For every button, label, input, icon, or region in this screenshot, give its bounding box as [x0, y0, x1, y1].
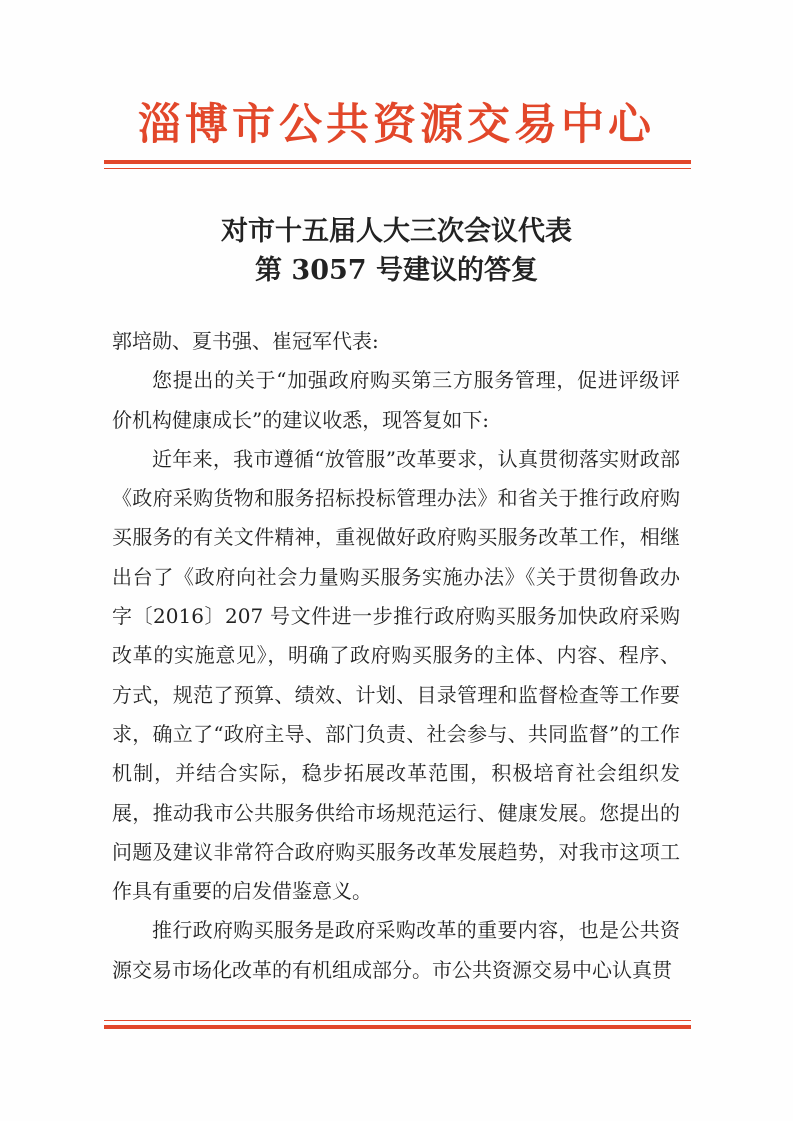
- document-title-line-1: 对市十五届人大三次会议代表: [221, 216, 572, 247]
- body-paragraph: 近年来，我市遵循“放管服”改革要求，认真贯彻落实财政部《政府采购货物和服务招标投标管理办法》和省关于推行政府购买服务的有关文件精神，重视做好政府购买服务改革工作，相继出台了《政府向社会力量购买服务实施办法》《关于贯彻鲁政办字〔2016〕207 号文件进一步推行政府购买服务加快政府采购改革的实施意见》，明确了政府购买服务的主体、内容、程序、方式，规范了预算、绩效、计划、目录管理和监督检查等工作要求，确立了“政府主导、部门负责、社会参与、共同监督”的工作机制，并结合实际，稳步拓展改革范围，积极培育社会组织发展，推动我市公共服务供给市场规范运行、健康发展。您提出的问题及建议非常符合政府购买服务改革发展趋势，对我市这项工作具有重要的启发借鉴意义。: [112, 446, 680, 904]
- salutation: 郭培勋、夏书强、崔冠军代表:: [112, 329, 379, 353]
- footer-divider-thick: [104, 1025, 691, 1029]
- footer-divider-thin: [104, 1020, 691, 1021]
- body-paragraph: 推行政府购买服务是政府采购改革的重要内容，也是公共资源交易市场化改革的有机组成部分。市公共资源交易中心认真贯: [112, 918, 680, 982]
- document-body: [112, 322, 680, 990]
- organization-header: 淄博市公共资源交易中心: [138, 100, 655, 150]
- body-paragraph: 您提出的关于“加强政府购买第三方服务管理，促进评级评价机构健康成长”的建议收悉，现答复如下:: [112, 368, 680, 432]
- header-divider-thin: [104, 168, 691, 169]
- document-title-line-2: 第 3057 号建议的答复: [255, 255, 538, 286]
- header-divider-thick: [104, 160, 691, 164]
- document-title: [0, 212, 793, 290]
